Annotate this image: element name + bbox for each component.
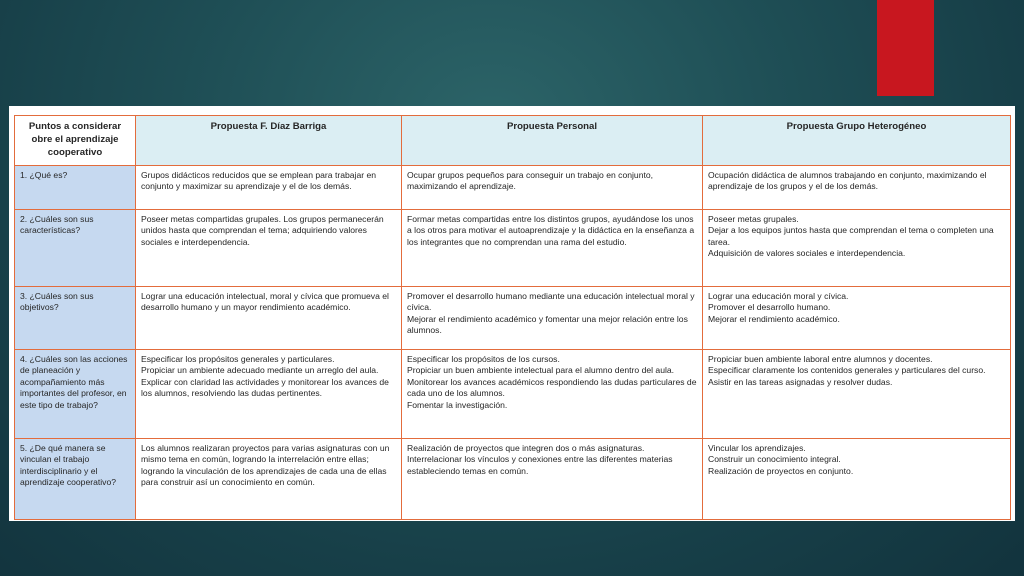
cell-personal: Realización de proyectos que integren dos o más asignaturas. Interrelacionar los vínculos y conexiones entre las diferentes materias estableciendo temas en común. — [402, 439, 703, 520]
cell-diaz-barriga: Poseer metas compartidas grupales. Los grupos permanecerán unidos hasta que comprendan el tema; adquiriendo valores sociales e interdependencia. — [136, 210, 402, 287]
header-personal: Propuesta Personal — [402, 116, 703, 166]
cell-personal: Ocupar grupos pequeños para conseguir un trabajo en conjunto, maximizando el aprendizaje. — [402, 166, 703, 210]
cell-heterogeneo: Poseer metas grupales. Dejar a los equipos juntos hasta que comprendan el tema o completen una tarea. Adquisición de valores sociales e interdependencia. — [703, 210, 1011, 287]
header-points: Puntos a considerar obre el aprendizaje cooperativo — [15, 116, 136, 166]
table-row — [15, 287, 1011, 350]
row-question: 2. ¿Cuáles son sus características? — [15, 210, 136, 287]
cell-diaz-barriga: Grupos didácticos reducidos que se emplean para trabajar en conjunto y maximizar su aprendizaje y el de los demás. — [136, 166, 402, 210]
header-diaz-barriga: Propuesta F. Díaz Barriga — [136, 116, 402, 166]
comparison-table-panel — [9, 106, 1015, 521]
cell-diaz-barriga: Especificar los propósitos generales y particulares. Propiciar un ambiente adecuado mediante un arreglo del aula. Explicar con claridad las actividades y monitorear los avances de los alumnos, resolviendo las dudas pertinentes. — [136, 350, 402, 439]
row-question: 5. ¿De qué manera se vinculan el trabajo interdisciplinario y el aprendizaje cooperativo? — [15, 439, 136, 520]
table-header-row — [15, 116, 1011, 166]
cell-heterogeneo: Lograr una educación moral y cívica. Promover el desarrollo humano. Mejorar el rendimiento académico. — [703, 287, 1011, 350]
cell-heterogeneo: Propiciar buen ambiente laboral entre alumnos y docentes. Especificar claramente los contenidos generales y particulares del curso. Asistir en las tareas asignadas y resolver dudas. — [703, 350, 1011, 439]
header-heterogeneo: Propuesta Grupo Heterogéneo — [703, 116, 1011, 166]
cell-personal: Promover el desarrollo humano mediante una educación intelectual moral y cívica. Mejorar el rendimiento académico y fomentar una mejor relación entre los alumnos. — [402, 287, 703, 350]
table-row — [15, 210, 1011, 287]
row-question: 4. ¿Cuáles son las acciones de planeación y acompañamiento más importantes del profesor, en este tipo de trabajo? — [15, 350, 136, 439]
table-row — [15, 166, 1011, 210]
table-row — [15, 439, 1011, 520]
row-question: 1. ¿Qué es? — [15, 166, 136, 210]
red-accent-bar — [877, 0, 934, 96]
row-question: 3. ¿Cuáles son sus objetivos? — [15, 287, 136, 350]
cell-heterogeneo: Ocupación didáctica de alumnos trabajando en conjunto, maximizando el aprendizaje de los grupos y el de los demás. — [703, 166, 1011, 210]
cell-heterogeneo: Vincular los aprendizajes. Construir un conocimiento integral. Realización de proyectos en conjunto. — [703, 439, 1011, 520]
cell-personal: Especificar los propósitos de los cursos. Propiciar un buen ambiente intelectual para el alumno dentro del aula. Monitorear los avances académicos respondiendo las dudas particulares de cada uno de los alumnos. Fomentar la investigación. — [402, 350, 703, 439]
table-row — [15, 350, 1011, 439]
cell-diaz-barriga: Los alumnos realizaran proyectos para varias asignaturas con un mismo tema en común, logrando la interrelación entre ellas; logrando la vinculación de los aprendizajes de cada una de ellas para construir así un conocimiento en común. — [136, 439, 402, 520]
cell-personal: Formar metas compartidas entre los distintos grupos, ayudándose los unos a los otros para motivar el autoaprendizaje y la didáctica en la enseñanza a los integrantes que no comprendan una rama del estudio. — [402, 210, 703, 287]
cell-diaz-barriga: Lograr una educación intelectual, moral y cívica que promueva el desarrollo humano y un mayor rendimiento académico. — [136, 287, 402, 350]
comparison-table — [14, 115, 1011, 520]
